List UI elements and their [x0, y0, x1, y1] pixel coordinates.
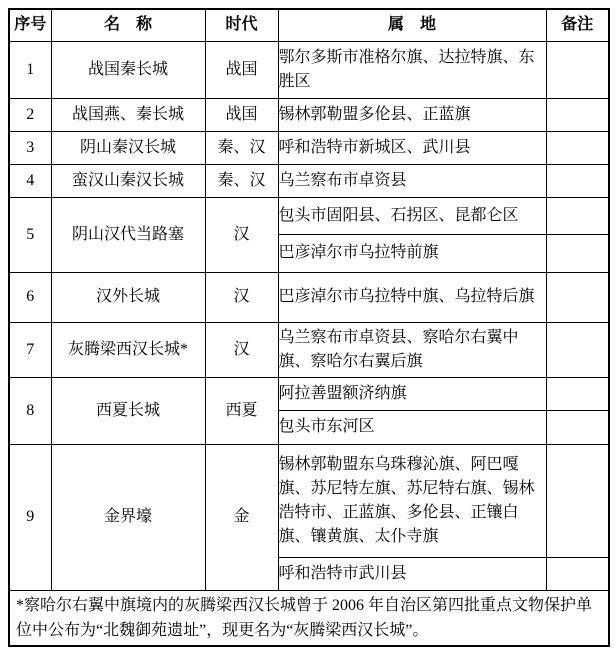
cell-note — [546, 197, 609, 234]
col-header-note: 备注 — [546, 9, 609, 41]
table-row — [9, 197, 609, 234]
table-row — [9, 272, 609, 322]
col-header-name: 名 称 — [51, 9, 205, 41]
cell-territory: 包头市东河区 — [278, 410, 546, 444]
col-header-era: 时代 — [205, 9, 278, 41]
cell-name: 蛮汉山秦汉长城 — [51, 164, 205, 197]
cell-note — [546, 131, 609, 164]
cell-no: 1 — [9, 41, 51, 98]
col-header-no: 序号 — [9, 9, 51, 41]
cell-no: 4 — [9, 164, 51, 197]
cell-note — [546, 272, 609, 322]
cell-territory: 包头市固阳县、石拐区、昆都仑区 — [278, 197, 546, 234]
cell-name: 战国秦长城 — [51, 41, 205, 98]
cell-era: 秦、汉 — [205, 131, 278, 164]
cell-territory: 呼和浩特市新城区、武川县 — [278, 131, 546, 164]
cell-name: 战国燕、秦长城 — [51, 98, 205, 131]
table-row — [9, 41, 609, 98]
header-row — [9, 9, 609, 41]
cell-name: 阴山秦汉长城 — [51, 131, 205, 164]
cell-era: 战国 — [205, 98, 278, 131]
cell-no: 6 — [9, 272, 51, 322]
cell-no: 8 — [9, 377, 51, 444]
cell-territory: 锡林郭勒盟多伦县、正蓝旗 — [278, 98, 546, 131]
cell-note — [546, 410, 609, 444]
cell-note — [546, 444, 609, 557]
cell-no: 9 — [9, 444, 51, 590]
cell-note — [546, 234, 609, 272]
cell-era: 汉 — [205, 197, 278, 272]
cell-territory: 呼和浩特市武川县 — [278, 557, 546, 590]
table-row — [9, 322, 609, 377]
table-row — [9, 377, 609, 410]
cell-territory: 锡林郭勒盟东乌珠穆沁旗、阿巴嘎旗、苏尼特左旗、苏尼特右旗、锡林浩特市、正蓝旗、多伦县、正镶白旗、镶黄旗、太仆寺旗 — [278, 444, 546, 557]
cell-name: 阴山汉代当路塞 — [51, 197, 205, 272]
cell-territory: 巴彦淖尔市乌拉特中旗、乌拉特后旗 — [278, 272, 546, 322]
footnote: *察哈尔右翼中旗境内的灰腾梁西汉长城曾于 2006 年自治区第四批重点文物保护单位中公布为“北魏御苑遗址”，现更名为“灰腾梁西汉长城”。 — [9, 590, 609, 646]
cell-no: 7 — [9, 322, 51, 377]
cell-territory: 乌兰察布市卓资县、察哈尔右翼中旗、察哈尔右翼后旗 — [278, 322, 546, 377]
cell-era: 西夏 — [205, 377, 278, 444]
col-header-territory: 属 地 — [278, 9, 546, 41]
cell-note — [546, 322, 609, 377]
cell-note — [546, 377, 609, 410]
cell-name: 西夏长城 — [51, 377, 205, 444]
table-row — [9, 131, 609, 164]
cell-name: 灰腾梁西汉长城* — [51, 322, 205, 377]
cell-era: 秦、汉 — [205, 164, 278, 197]
footnote-row — [9, 590, 609, 646]
cell-territory: 巴彦淖尔市乌拉特前旗 — [278, 234, 546, 272]
cell-era: 汉 — [205, 322, 278, 377]
cell-territory: 鄂尔多斯市准格尔旗、达拉特旗、东胜区 — [278, 41, 546, 98]
cell-note — [546, 557, 609, 590]
cell-territory: 乌兰察布市卓资县 — [278, 164, 546, 197]
great-wall-sites-table — [8, 8, 610, 647]
cell-era: 汉 — [205, 272, 278, 322]
table-row — [9, 444, 609, 557]
cell-note — [546, 164, 609, 197]
cell-name: 汉外长城 — [51, 272, 205, 322]
cell-no: 5 — [9, 197, 51, 272]
cell-era: 金 — [205, 444, 278, 590]
cell-territory: 阿拉善盟额济纳旗 — [278, 377, 546, 410]
table-row — [9, 164, 609, 197]
table-row — [9, 98, 609, 131]
cell-no: 3 — [9, 131, 51, 164]
cell-name: 金界壕 — [51, 444, 205, 590]
cell-note — [546, 41, 609, 98]
cell-era: 战国 — [205, 41, 278, 98]
cell-note — [546, 98, 609, 131]
cell-no: 2 — [9, 98, 51, 131]
